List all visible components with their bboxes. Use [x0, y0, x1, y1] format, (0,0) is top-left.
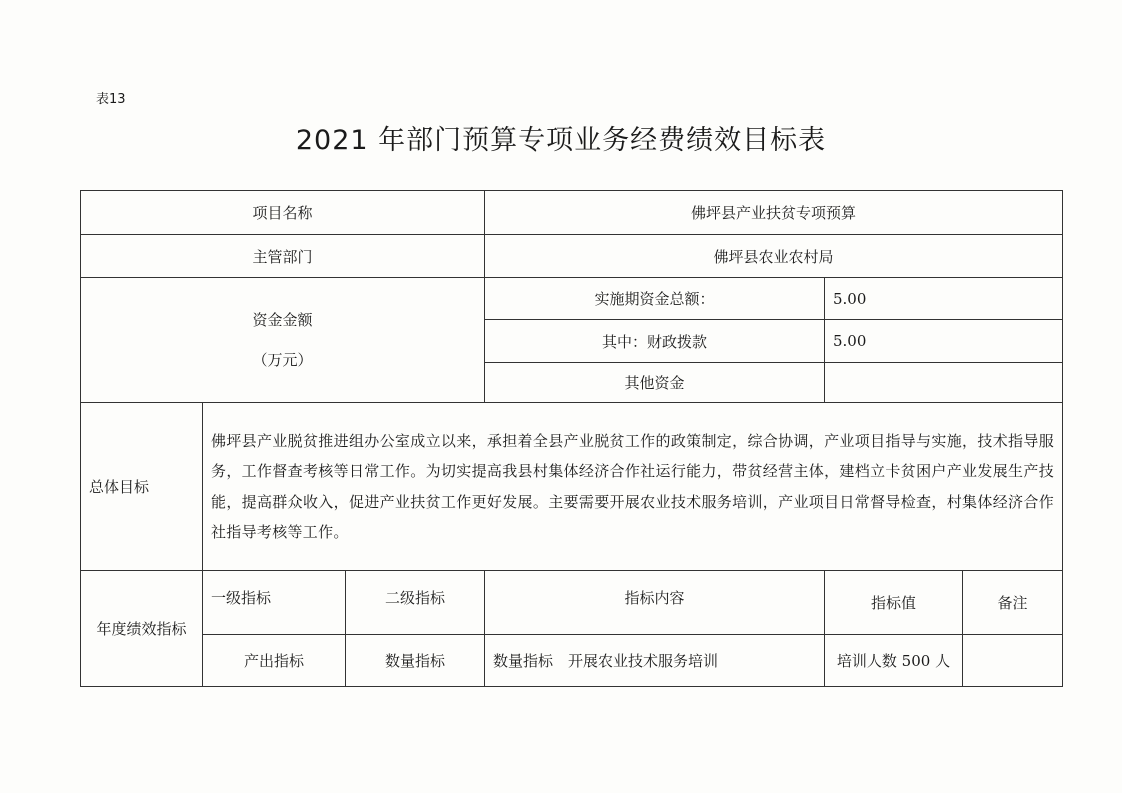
funds-other-value: [825, 363, 1063, 403]
indicator-header-row: [81, 571, 1063, 635]
project-name-label: 项目名称: [81, 191, 485, 235]
objective-text: 佛坪县产业脱贫推进组办公室成立以来，承担着全县产业脱贫工作的政策制定，综合协调，产业项目指导与实施，技术指导服务，工作督查考核等日常工作。为切实提高我县村集体经济合作社运行能力，带贫经营主体，建档立卡贫困户产业发展生产技能，提高群众收入，促进产业扶贫工作更好发展。主要需要开展农业技术服务培训，产业项目日常督导检查，村集体经济合作社指导考核等工作。: [203, 403, 1063, 571]
department-row: [81, 235, 1063, 278]
header-value: 指标值: [825, 571, 963, 635]
row-level2: 数量指标: [346, 635, 485, 687]
header-note: 备注: [963, 571, 1063, 635]
objective-row: [81, 403, 1063, 571]
objective-label: 总体目标: [81, 403, 203, 571]
row-content: 数量指标 开展农业技术服务培训: [485, 635, 825, 687]
header-content: 指标内容: [485, 571, 825, 635]
project-name-row: [81, 191, 1063, 235]
row-value: 培训人数 500 人: [825, 635, 963, 687]
funds-total-row: [81, 278, 1063, 320]
funds-fiscal-label: 其中：财政拨款: [485, 320, 825, 363]
department-label: 主管部门: [81, 235, 485, 278]
funds-label-cell: [81, 278, 485, 403]
funds-total-label: 实施期资金总额：: [485, 278, 825, 320]
header-level1: 一级指标: [203, 571, 346, 635]
funds-label: 资金金额: [252, 311, 313, 329]
page-title: 2021 年部门预算专项业务经费绩效目标表: [295, 125, 827, 156]
row-note: [963, 635, 1063, 687]
table-row: [81, 635, 1063, 687]
department-value: 佛坪县农业农村局: [485, 235, 1063, 278]
header-level2: 二级指标: [346, 571, 485, 635]
row-level1: 产出指标: [203, 635, 346, 687]
funds-fiscal-value: 5.00: [825, 320, 1063, 363]
funds-total-value: 5.00: [825, 278, 1063, 320]
performance-target-table: [80, 190, 1063, 687]
table-number-label: 表13: [96, 92, 126, 107]
funds-unit: （万元）: [252, 351, 313, 369]
indicators-label: 年度绩效指标: [81, 571, 203, 687]
project-name-value: 佛坪县产业扶贫专项预算: [485, 191, 1063, 235]
funds-other-label: 其他资金: [485, 363, 825, 403]
